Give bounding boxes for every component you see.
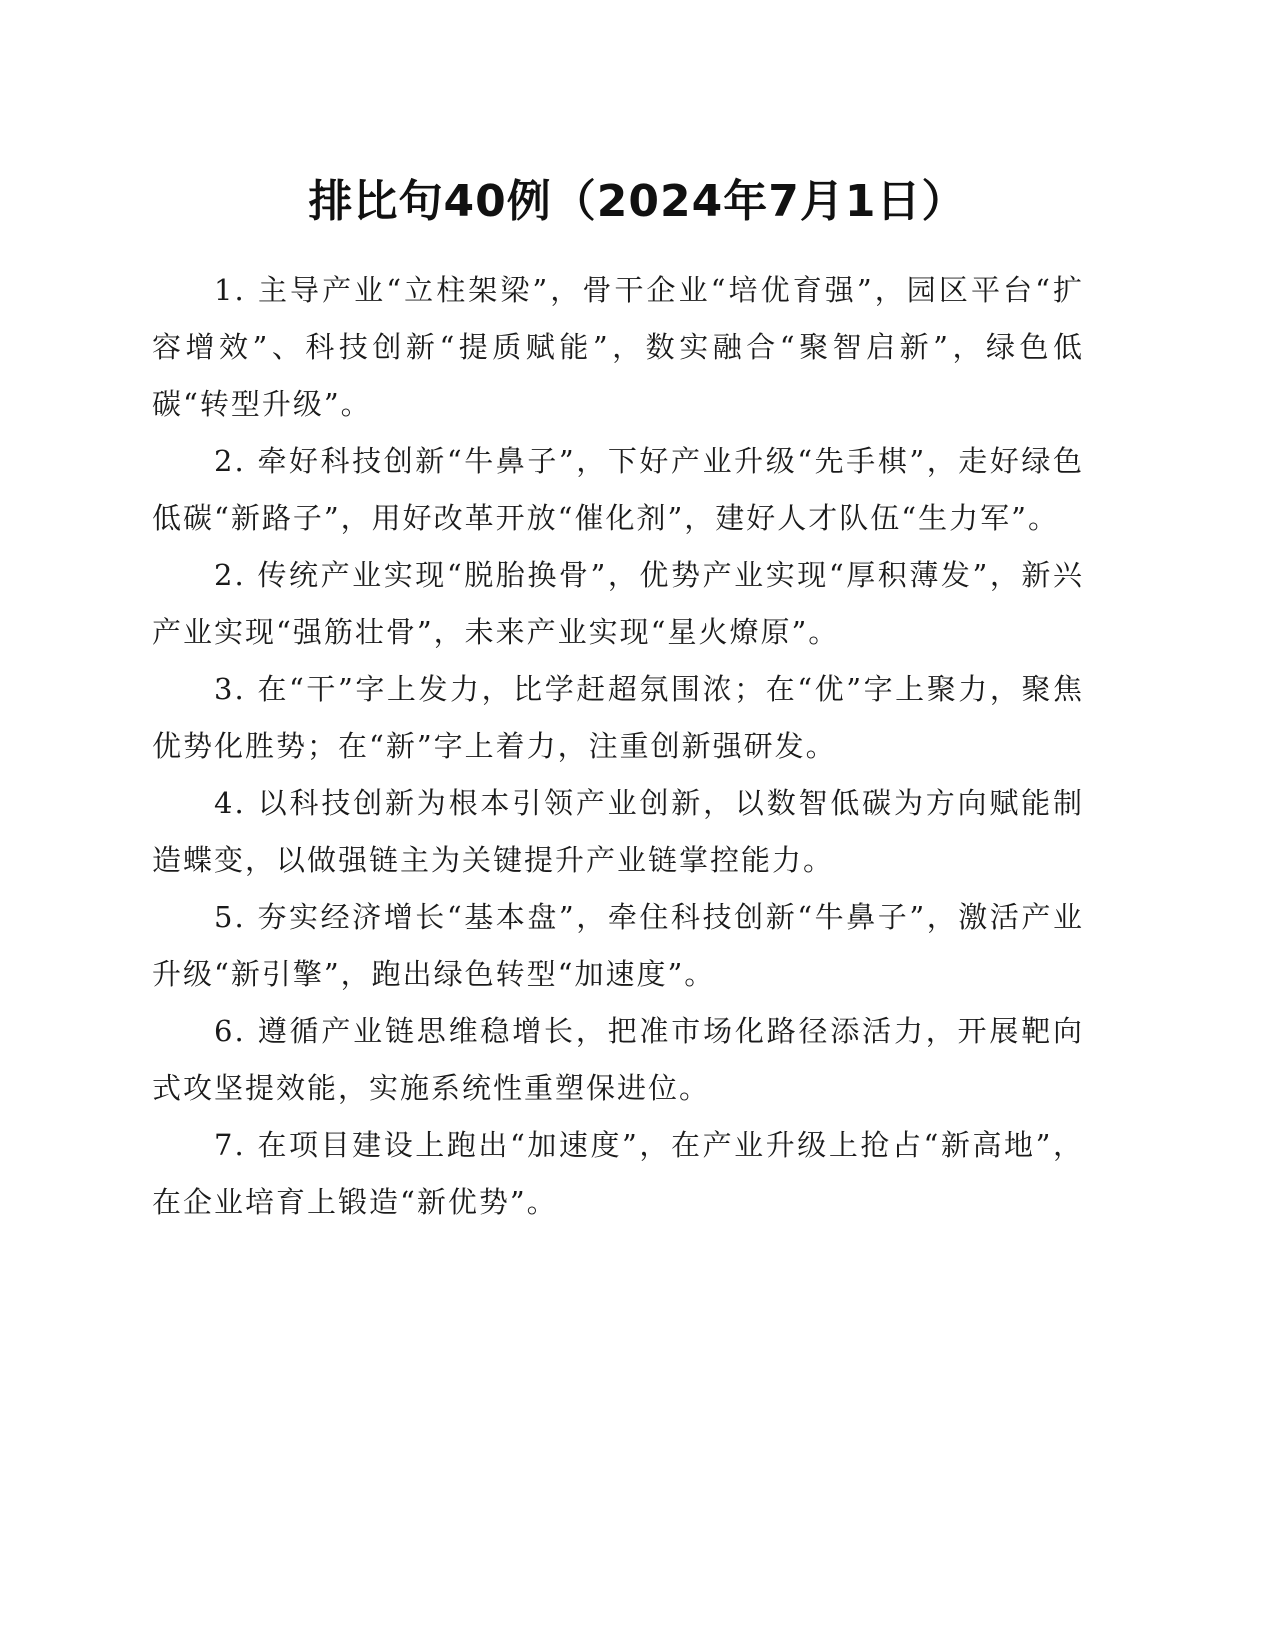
document-title: 排比句40例（2024年7月1日） (308, 176, 967, 227)
paragraph: 1. 主导产业“立柱架梁”，骨干企业“培优育强”，园区平台“扩容增效”、科技创新“提质赋能”，数实融合“聚智启新”，绿色低碳“转型升级”。 (152, 273, 1084, 421)
paragraph: 4. 以科技创新为根本引领产业创新，以数智低碳为方向赋能制造蝶变，以做强链主为关键提升产业链掌控能力。 (152, 786, 1084, 877)
paragraph: 6. 遵循产业链思维稳增长，把准市场化路径添活力，开展靶向式攻坚提效能，实施系统性重塑保进位。 (152, 1014, 1084, 1105)
paragraph: 7. 在项目建设上跑出“加速度”，在产业升级上抢占“新高地”，在企业培育上锻造“新优势”。 (152, 1128, 1084, 1219)
document-body (152, 262, 1084, 1231)
paragraph: 5. 夯实经济增长“基本盘”，牵住科技创新“牛鼻子”，激活产业升级“新引擎”，跑出绿色转型“加速度”。 (152, 900, 1084, 991)
paragraph: 2. 牵好科技创新“牛鼻子”，下好产业升级“先手棋”，走好绿色低碳“新路子”，用好改革开放“催化剂”，建好人才队伍“生力军”。 (152, 444, 1084, 535)
paragraph: 3. 在“干”字上发力，比学赶超氛围浓；在“优”字上聚力，聚焦优势化胜势；在“新”字上着力，注重创新强研发。 (152, 672, 1084, 763)
paragraph: 2. 传统产业实现“脱胎换骨”，优势产业实现“厚积薄发”，新兴产业实现“强筋壮骨”，未来产业实现“星火燎原”。 (152, 558, 1084, 649)
